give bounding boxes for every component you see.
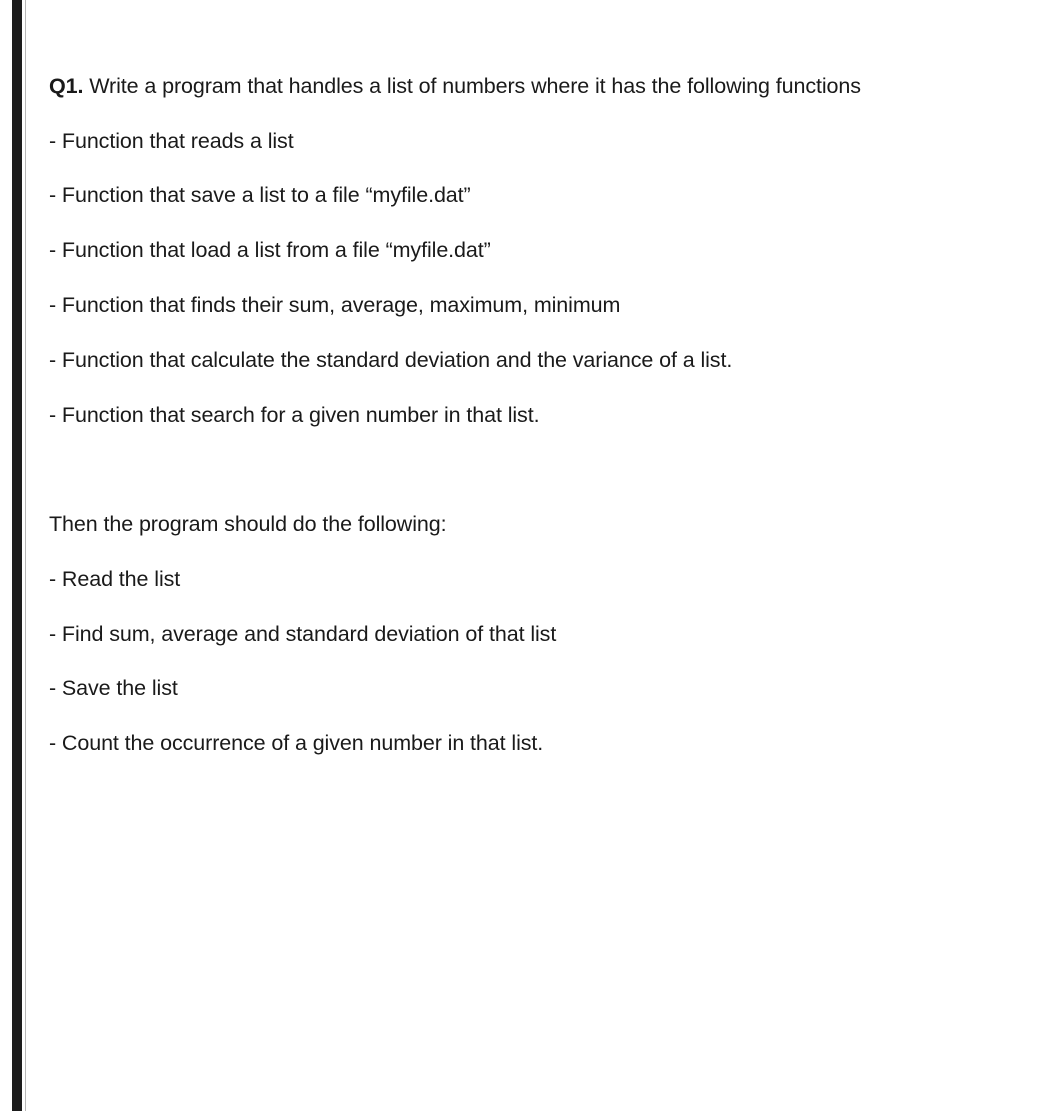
question-number: Q1. [49,74,84,98]
step-item: - Find sum, average and standard deviation of that list [49,622,557,646]
page-edge-bar [12,0,22,1111]
function-item: - Function that load a list from a file “myfile.dat” [49,238,491,262]
step-item: - Count the occurrence of a given number in that list. [49,731,544,755]
question-heading [49,72,861,100]
question-prompt: Write a program that handles a list of numbers where it has the following functions [83,74,861,98]
function-item: - Function that finds their sum, average, maximum, minimum [49,293,621,317]
function-item: - Function that reads a list [49,129,294,153]
page-edge-line [25,0,26,1111]
step-item: - Save the list [49,676,178,700]
function-item: - Function that save a list to a file “myfile.dat” [49,183,471,207]
step-item: - Read the list [49,567,181,591]
steps-intro: Then the program should do the following: [49,512,447,536]
function-item: - Function that search for a given number in that list. [49,403,540,427]
function-item: - Function that calculate the standard deviation and the variance of a list. [49,348,733,372]
